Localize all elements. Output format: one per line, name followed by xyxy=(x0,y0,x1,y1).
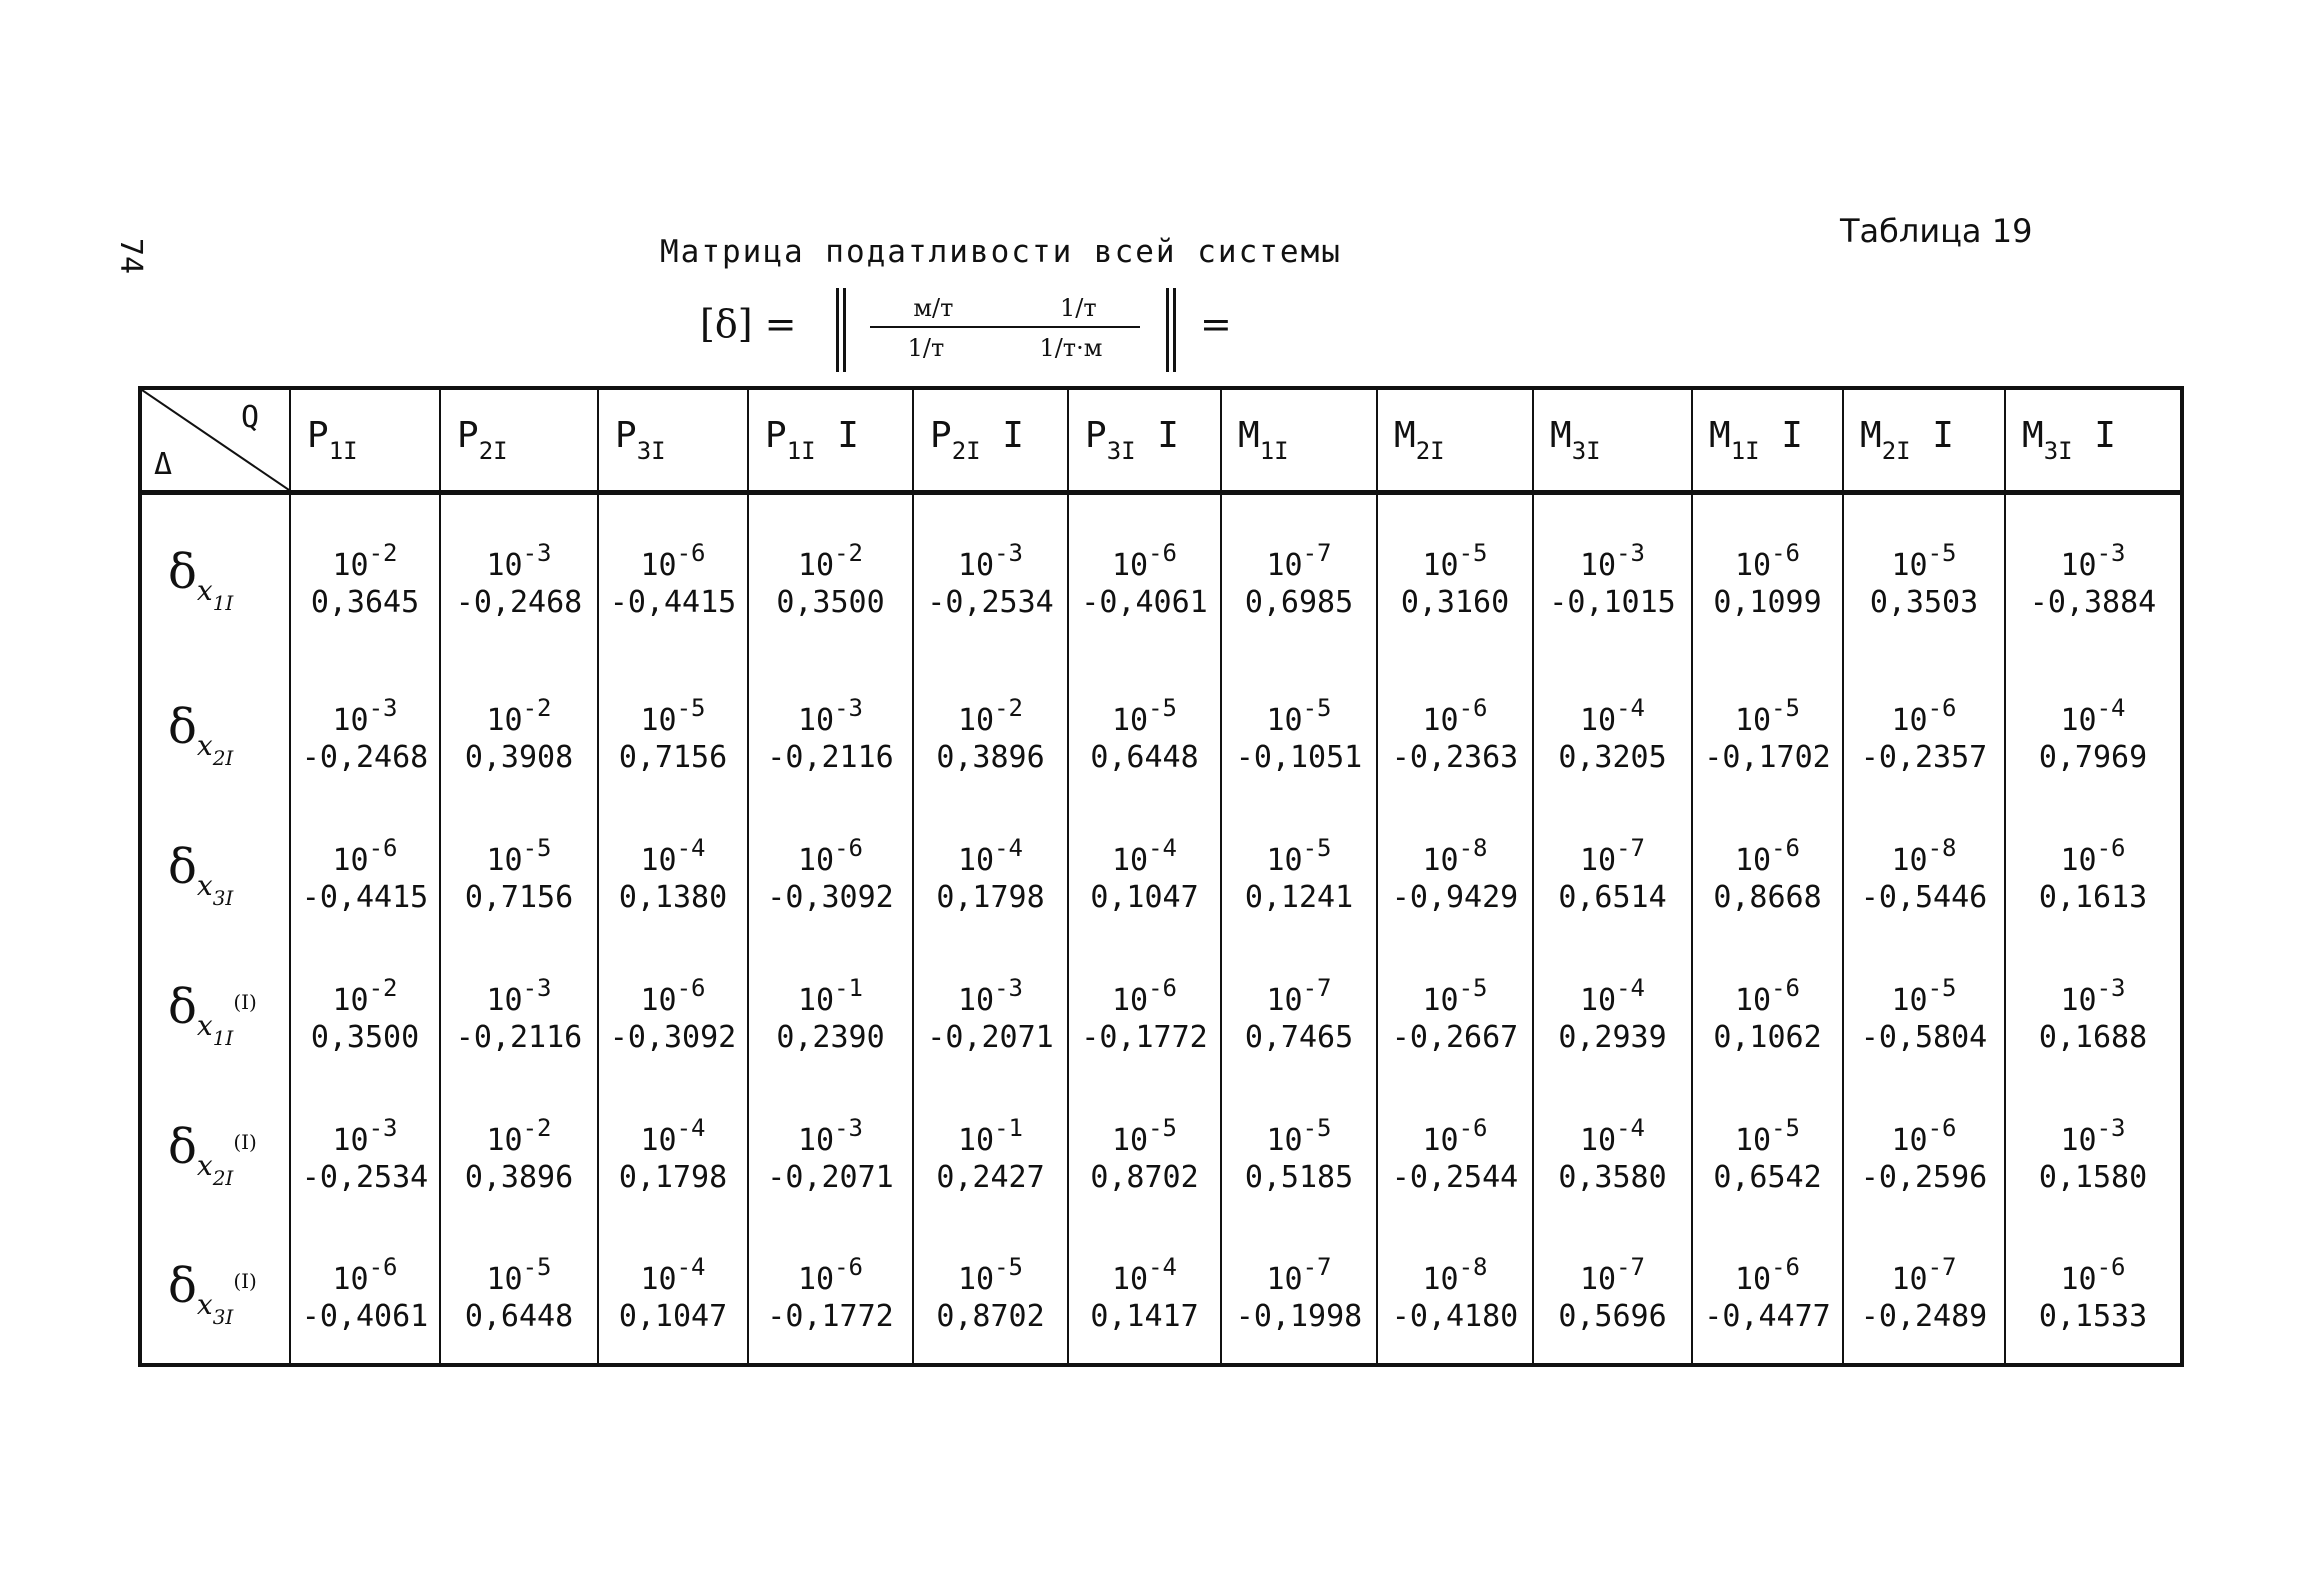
cell-exponent: $10^{-4}$ xyxy=(1579,973,1646,1018)
matrix-cell xyxy=(1692,945,1843,1085)
cell-exponent: $10^{-5}$ xyxy=(1891,973,1957,1018)
cell-value: 0,2427 xyxy=(936,1160,1045,1195)
cell-value: 0,1533 xyxy=(2038,1299,2148,1334)
matrix-cell xyxy=(1692,1225,1843,1365)
matrix-cell xyxy=(1221,1225,1377,1365)
cell-exponent: $10^{-3}$ xyxy=(332,1113,398,1158)
cell-value: 0,3500 xyxy=(776,585,885,621)
cell-exponent: $10^{-5}$ xyxy=(1111,693,1178,738)
cell-value: 0,1417 xyxy=(1090,1299,1199,1334)
cell-value: 0,8668 xyxy=(1713,880,1822,915)
cell-value: -0,4477 xyxy=(1704,1299,1831,1334)
matrix-cell xyxy=(598,945,748,1085)
cell-exponent: $10^{-6}$ xyxy=(2060,833,2126,878)
norm-bar-right xyxy=(1166,288,1169,372)
column-header: $P_{3I}$ I xyxy=(1068,388,1221,493)
cell-exponent: $10^{-4}$ xyxy=(1111,1252,1178,1297)
matrix-cell xyxy=(1533,1085,1692,1225)
cell-value: -0,2357 xyxy=(1860,740,1988,775)
matrix-cell xyxy=(748,493,913,665)
column-header: $M_{2I}$ I xyxy=(1843,388,2005,493)
matrix-cell xyxy=(748,1085,913,1225)
matrix-cell xyxy=(1843,665,2005,805)
matrix-cell xyxy=(748,945,913,1085)
cell-value: 0,8702 xyxy=(1090,1160,1199,1195)
cell-exponent: $10^{-2}$ xyxy=(486,1113,552,1158)
cell-exponent: $10^{-2}$ xyxy=(486,693,552,738)
row-header: $\delta_{x2I}$ xyxy=(140,665,290,805)
cell-value: -0,4415 xyxy=(609,585,737,621)
cell-exponent: $10^{-5}$ xyxy=(486,833,552,878)
unit-den-right: 1/т·м xyxy=(1039,334,1103,362)
cell-value: -0,2596 xyxy=(1860,1160,1988,1195)
cell-value: -0,2071 xyxy=(927,1020,1054,1055)
matrix-cell xyxy=(1843,805,2005,945)
cell-exponent: $10^{-4}$ xyxy=(640,1113,706,1158)
cell-exponent: $10^{-5}$ xyxy=(1111,1113,1178,1158)
row-header: $\delta_{x3I}^{(I)}$ xyxy=(140,1225,290,1365)
matrix-cell xyxy=(1533,945,1692,1085)
row-header: $\delta_{x3I}$ xyxy=(140,805,290,945)
corner-q-label: Q xyxy=(240,400,259,435)
matrix-cell xyxy=(1068,945,1221,1085)
cell-exponent: $10^{-3}$ xyxy=(332,693,398,738)
norm-bar-left-2 xyxy=(843,288,846,372)
cell-exponent: $10^{-1}$ xyxy=(957,1113,1024,1158)
cell-value: -0,2468 xyxy=(455,585,583,621)
cell-value: 0,1241 xyxy=(1244,880,1354,915)
matrix-cell xyxy=(440,493,598,665)
cell-value: 0,1798 xyxy=(618,1160,728,1195)
row-header: $\delta_{x1I}^{(I)}$ xyxy=(140,945,290,1085)
matrix-cell xyxy=(2005,1225,2182,1365)
cell-value: 0,1047 xyxy=(1090,880,1199,915)
matrix-cell xyxy=(598,665,748,805)
matrix-cell xyxy=(1221,493,1377,665)
unit-num-right: 1/т xyxy=(1060,294,1097,322)
matrix-cell xyxy=(1068,493,1221,665)
cell-value: -0,1772 xyxy=(767,1299,894,1334)
cell-value: 0,1099 xyxy=(1713,585,1822,621)
cell-value: -0,9429 xyxy=(1391,880,1519,915)
cell-value: 0,6448 xyxy=(1090,740,1199,775)
cell-exponent: $10^{-3}$ xyxy=(2060,1113,2126,1158)
formula-lhs: [δ] = xyxy=(700,302,797,346)
cell-value: -0,3092 xyxy=(767,880,894,915)
cell-exponent: $10^{-8}$ xyxy=(1891,833,1957,878)
cell-value: 0,3645 xyxy=(310,585,420,621)
column-header: $P_{1I}$ xyxy=(290,388,440,493)
cell-exponent: $10^{-6}$ xyxy=(332,833,398,878)
matrix-cell xyxy=(1533,493,1692,665)
column-header: $P_{1I}$ I xyxy=(748,388,913,493)
row-header: $\delta_{x2I}^{(I)}$ xyxy=(140,1085,290,1225)
cell-value: 0,3160 xyxy=(1400,585,1510,621)
cell-exponent: $10^{-6}$ xyxy=(1111,973,1178,1018)
unit-den-left: 1/т xyxy=(907,334,945,362)
cell-exponent: $10^{-6}$ xyxy=(1422,693,1488,738)
matrix-cell xyxy=(1221,1085,1377,1225)
cell-exponent: $10^{-2}$ xyxy=(332,538,398,583)
cell-value: 0,6514 xyxy=(1558,880,1667,915)
cell-exponent: $10^{-3}$ xyxy=(797,693,864,738)
matrix-cell xyxy=(2005,945,2182,1085)
table-title: Матрица податливости всей системы xyxy=(660,234,1342,270)
column-header: $P_{3I}$ xyxy=(598,388,748,493)
cell-value: 0,3896 xyxy=(464,1160,574,1195)
matrix-cell xyxy=(1377,665,1533,805)
cell-exponent: $10^{-7}$ xyxy=(1579,833,1646,878)
matrix-cell xyxy=(1533,1225,1692,1365)
row-header: $\delta_{x1I}$ xyxy=(140,493,290,665)
cell-value: 0,1062 xyxy=(1713,1020,1822,1055)
cell-exponent: $10^{-6}$ xyxy=(332,1252,398,1297)
cell-exponent: $10^{-6}$ xyxy=(797,1252,864,1297)
matrix-cell xyxy=(290,805,440,945)
cell-value: -0,4415 xyxy=(301,880,429,915)
cell-value: 0,1688 xyxy=(2038,1020,2148,1055)
matrix-cell xyxy=(1221,945,1377,1085)
cell-exponent: $10^{-4}$ xyxy=(1579,693,1646,738)
matrix-cell xyxy=(748,805,913,945)
cell-exponent: $10^{-1}$ xyxy=(797,973,864,1018)
matrix-cell xyxy=(1692,493,1843,665)
cell-value: 0,3580 xyxy=(1558,1160,1667,1195)
cell-value: -0,1998 xyxy=(1235,1299,1363,1334)
cell-exponent: $10^{-3}$ xyxy=(2060,538,2126,583)
matrix-cell xyxy=(440,1225,598,1365)
cell-exponent: $10^{-5}$ xyxy=(1266,693,1332,738)
matrix-cell xyxy=(598,1085,748,1225)
cell-value: -0,1051 xyxy=(1235,740,1363,775)
matrix-cell xyxy=(598,493,748,665)
cell-value: 0,3896 xyxy=(936,740,1045,775)
column-header: $M_{3I}$ I xyxy=(2005,388,2182,493)
matrix-cell xyxy=(290,1225,440,1365)
cell-value: 0,1380 xyxy=(618,880,728,915)
matrix-cell xyxy=(748,1225,913,1365)
matrix-cell xyxy=(913,1085,1068,1225)
cell-value: 0,7156 xyxy=(618,740,728,775)
table-row xyxy=(140,945,2182,1085)
cell-exponent: $10^{-5}$ xyxy=(1266,1113,1332,1158)
cell-exponent: $10^{-6}$ xyxy=(640,973,706,1018)
matrix-cell xyxy=(1377,1225,1533,1365)
cell-value: -0,4061 xyxy=(301,1299,429,1334)
matrix-cell xyxy=(1377,805,1533,945)
cell-value: -0,1015 xyxy=(1549,585,1676,621)
matrix-cell xyxy=(913,805,1068,945)
cell-exponent: $10^{-4}$ xyxy=(1579,1113,1646,1158)
matrix-cell xyxy=(1068,665,1221,805)
cell-value: 0,6542 xyxy=(1713,1160,1822,1195)
table-row xyxy=(140,665,2182,805)
cell-exponent: $10^{-2}$ xyxy=(957,693,1024,738)
matrix-cell xyxy=(290,665,440,805)
cell-exponent: $10^{-5}$ xyxy=(1891,538,1957,583)
cell-value: 0,1047 xyxy=(618,1299,728,1334)
cell-value: -0,2116 xyxy=(767,740,894,775)
cell-exponent: $10^{-7}$ xyxy=(1891,1252,1957,1297)
matrix-cell xyxy=(598,805,748,945)
cell-value: 0,5185 xyxy=(1244,1160,1354,1195)
cell-value: 0,2390 xyxy=(776,1020,885,1055)
matrix-cell xyxy=(1843,1085,2005,1225)
corner-cell xyxy=(140,388,290,493)
matrix-cell xyxy=(440,1085,598,1225)
cell-exponent: $10^{-6}$ xyxy=(1734,833,1801,878)
matrix-cell xyxy=(290,945,440,1085)
matrix-cell xyxy=(440,945,598,1085)
matrix-cell xyxy=(1377,1085,1533,1225)
cell-value: -0,4061 xyxy=(1081,585,1208,621)
cell-exponent: $10^{-5}$ xyxy=(486,1252,552,1297)
matrix-cell xyxy=(1221,665,1377,805)
cell-exponent: $10^{-5}$ xyxy=(1422,973,1488,1018)
fraction-line xyxy=(870,326,1140,328)
matrix-cell xyxy=(440,665,598,805)
header-row xyxy=(140,388,2182,493)
cell-value: -0,1772 xyxy=(1081,1020,1208,1055)
table-row xyxy=(140,493,2182,665)
cell-exponent: $10^{-4}$ xyxy=(957,833,1024,878)
cell-value: -0,2544 xyxy=(1391,1160,1519,1195)
column-header: $P_{2I}$ xyxy=(440,388,598,493)
cell-exponent: $10^{-5}$ xyxy=(1734,1113,1801,1158)
matrix-body xyxy=(140,493,2182,1365)
cell-exponent: $10^{-5}$ xyxy=(1422,538,1488,583)
matrix-cell xyxy=(1221,805,1377,945)
cell-exponent: $10^{-6}$ xyxy=(1891,1113,1957,1158)
cell-value: -0,1702 xyxy=(1704,740,1831,775)
cell-exponent: $10^{-5}$ xyxy=(1266,833,1332,878)
column-header: $M_{3I}$ xyxy=(1533,388,1692,493)
cell-value: -0,3884 xyxy=(2029,585,2157,621)
column-header: $M_{1I}$ xyxy=(1221,388,1377,493)
cell-value: -0,2116 xyxy=(455,1020,583,1055)
cell-exponent: $10^{-6}$ xyxy=(640,538,706,583)
cell-exponent: $10^{-7}$ xyxy=(1266,1252,1332,1297)
unit-num-left: м/т xyxy=(913,294,954,322)
cell-exponent: $10^{-2}$ xyxy=(332,973,398,1018)
cell-value: 0,5696 xyxy=(1558,1299,1667,1334)
matrix-cell xyxy=(290,1085,440,1225)
matrix-cell xyxy=(598,1225,748,1365)
cell-value: 0,3908 xyxy=(464,740,574,775)
cell-value: 0,3503 xyxy=(1869,585,1979,621)
matrix-cell xyxy=(1377,945,1533,1085)
cell-value: 0,1613 xyxy=(2038,880,2148,915)
cell-exponent: $10^{-5}$ xyxy=(1734,693,1801,738)
cell-value: -0,2534 xyxy=(927,585,1054,621)
cell-value: 0,7465 xyxy=(1244,1020,1354,1055)
cell-value: 0,6448 xyxy=(464,1299,574,1334)
table-label: Таблица 19 xyxy=(1840,212,2033,250)
cell-value: -0,2468 xyxy=(301,740,429,775)
cell-exponent: $10^{-3}$ xyxy=(957,538,1024,583)
cell-value: -0,2534 xyxy=(301,1160,429,1195)
cell-value: 0,7969 xyxy=(2038,740,2148,775)
matrix-cell xyxy=(748,665,913,805)
matrix-cell xyxy=(1843,493,2005,665)
cell-exponent: $10^{-3}$ xyxy=(486,973,552,1018)
cell-exponent: $10^{-6}$ xyxy=(1734,1252,1801,1297)
matrix-cell xyxy=(2005,493,2182,665)
cell-value: -0,5446 xyxy=(1860,880,1988,915)
norm-bar-right-2 xyxy=(1173,288,1176,372)
matrix-cell xyxy=(1533,665,1692,805)
table-row xyxy=(140,805,2182,945)
column-header: $M_{2I}$ xyxy=(1377,388,1533,493)
cell-exponent: $10^{-5}$ xyxy=(640,693,706,738)
matrix-cell xyxy=(1377,493,1533,665)
cell-exponent: $10^{-3}$ xyxy=(797,1113,864,1158)
matrix-cell xyxy=(1843,945,2005,1085)
cell-exponent: $10^{-6}$ xyxy=(1734,973,1801,1018)
cell-exponent: $10^{-6}$ xyxy=(1111,538,1178,583)
cell-value: -0,2489 xyxy=(1860,1299,1988,1334)
matrix-cell xyxy=(1068,1085,1221,1225)
cell-exponent: $10^{-8}$ xyxy=(1422,833,1488,878)
cell-value: -0,4180 xyxy=(1391,1299,1519,1334)
matrix-cell xyxy=(2005,665,2182,805)
units-fraction xyxy=(860,288,1150,368)
cell-value: 0,1798 xyxy=(936,880,1045,915)
matrix-cell xyxy=(913,1225,1068,1365)
cell-value: -0,5804 xyxy=(1860,1020,1988,1055)
cell-exponent: $10^{-4}$ xyxy=(2060,693,2126,738)
cell-value: 0,3205 xyxy=(1558,740,1667,775)
matrix-cell xyxy=(1692,805,1843,945)
matrix-cell xyxy=(1692,665,1843,805)
cell-exponent: $10^{-5}$ xyxy=(957,1252,1024,1297)
corner-delta-label: Δ xyxy=(154,447,173,482)
cell-value: -0,2363 xyxy=(1391,740,1519,775)
cell-exponent: $10^{-6}$ xyxy=(797,833,864,878)
matrix-cell xyxy=(1068,1225,1221,1365)
cell-exponent: $10^{-7}$ xyxy=(1266,973,1332,1018)
compliance-matrix-table xyxy=(138,386,2184,1367)
cell-exponent: $10^{-4}$ xyxy=(1111,833,1178,878)
cell-exponent: $10^{-7}$ xyxy=(1579,1252,1646,1297)
matrix-cell xyxy=(2005,805,2182,945)
cell-exponent: $10^{-7}$ xyxy=(1266,538,1332,583)
matrix-cell xyxy=(1068,805,1221,945)
cell-value: 0,7156 xyxy=(464,880,574,915)
cell-exponent: $10^{-3}$ xyxy=(486,538,552,583)
cell-value: 0,3500 xyxy=(310,1020,420,1055)
cell-exponent: $10^{-4}$ xyxy=(640,1252,706,1297)
cell-value: -0,2667 xyxy=(1391,1020,1519,1055)
cell-exponent: $10^{-3}$ xyxy=(2060,973,2126,1018)
matrix-cell xyxy=(913,493,1068,665)
matrix-cell xyxy=(1533,805,1692,945)
table-row xyxy=(140,1225,2182,1365)
cell-exponent: $10^{-6}$ xyxy=(1734,538,1801,583)
cell-exponent: $10^{-8}$ xyxy=(1422,1252,1488,1297)
column-header: $M_{1I}$ I xyxy=(1692,388,1843,493)
cell-value: 0,8702 xyxy=(936,1299,1045,1334)
formula-rhs: = xyxy=(1200,302,1232,346)
cell-value: 0,6985 xyxy=(1244,585,1354,621)
cell-exponent: $10^{-4}$ xyxy=(640,833,706,878)
matrix-cell xyxy=(1692,1085,1843,1225)
cell-exponent: $10^{-3}$ xyxy=(957,973,1024,1018)
matrix-cell xyxy=(913,945,1068,1085)
cell-value: -0,3092 xyxy=(609,1020,737,1055)
norm-bar-left xyxy=(836,288,839,372)
matrix-cell xyxy=(440,805,598,945)
table-row xyxy=(140,1085,2182,1225)
matrix-cell xyxy=(1843,1225,2005,1365)
cell-exponent: $10^{-3}$ xyxy=(1579,538,1646,583)
cell-exponent: $10^{-6}$ xyxy=(1891,693,1957,738)
page-number: 74 xyxy=(113,238,148,275)
cell-exponent: $10^{-2}$ xyxy=(797,538,864,583)
cell-value: 0,2939 xyxy=(1558,1020,1667,1055)
matrix-cell xyxy=(2005,1085,2182,1225)
cell-value: 0,1580 xyxy=(2038,1160,2148,1195)
cell-value: -0,2071 xyxy=(767,1160,894,1195)
matrix-cell xyxy=(290,493,440,665)
cell-exponent: $10^{-6}$ xyxy=(2060,1252,2126,1297)
cell-exponent: $10^{-6}$ xyxy=(1422,1113,1488,1158)
matrix-cell xyxy=(913,665,1068,805)
column-header: $P_{2I}$ I xyxy=(913,388,1068,493)
